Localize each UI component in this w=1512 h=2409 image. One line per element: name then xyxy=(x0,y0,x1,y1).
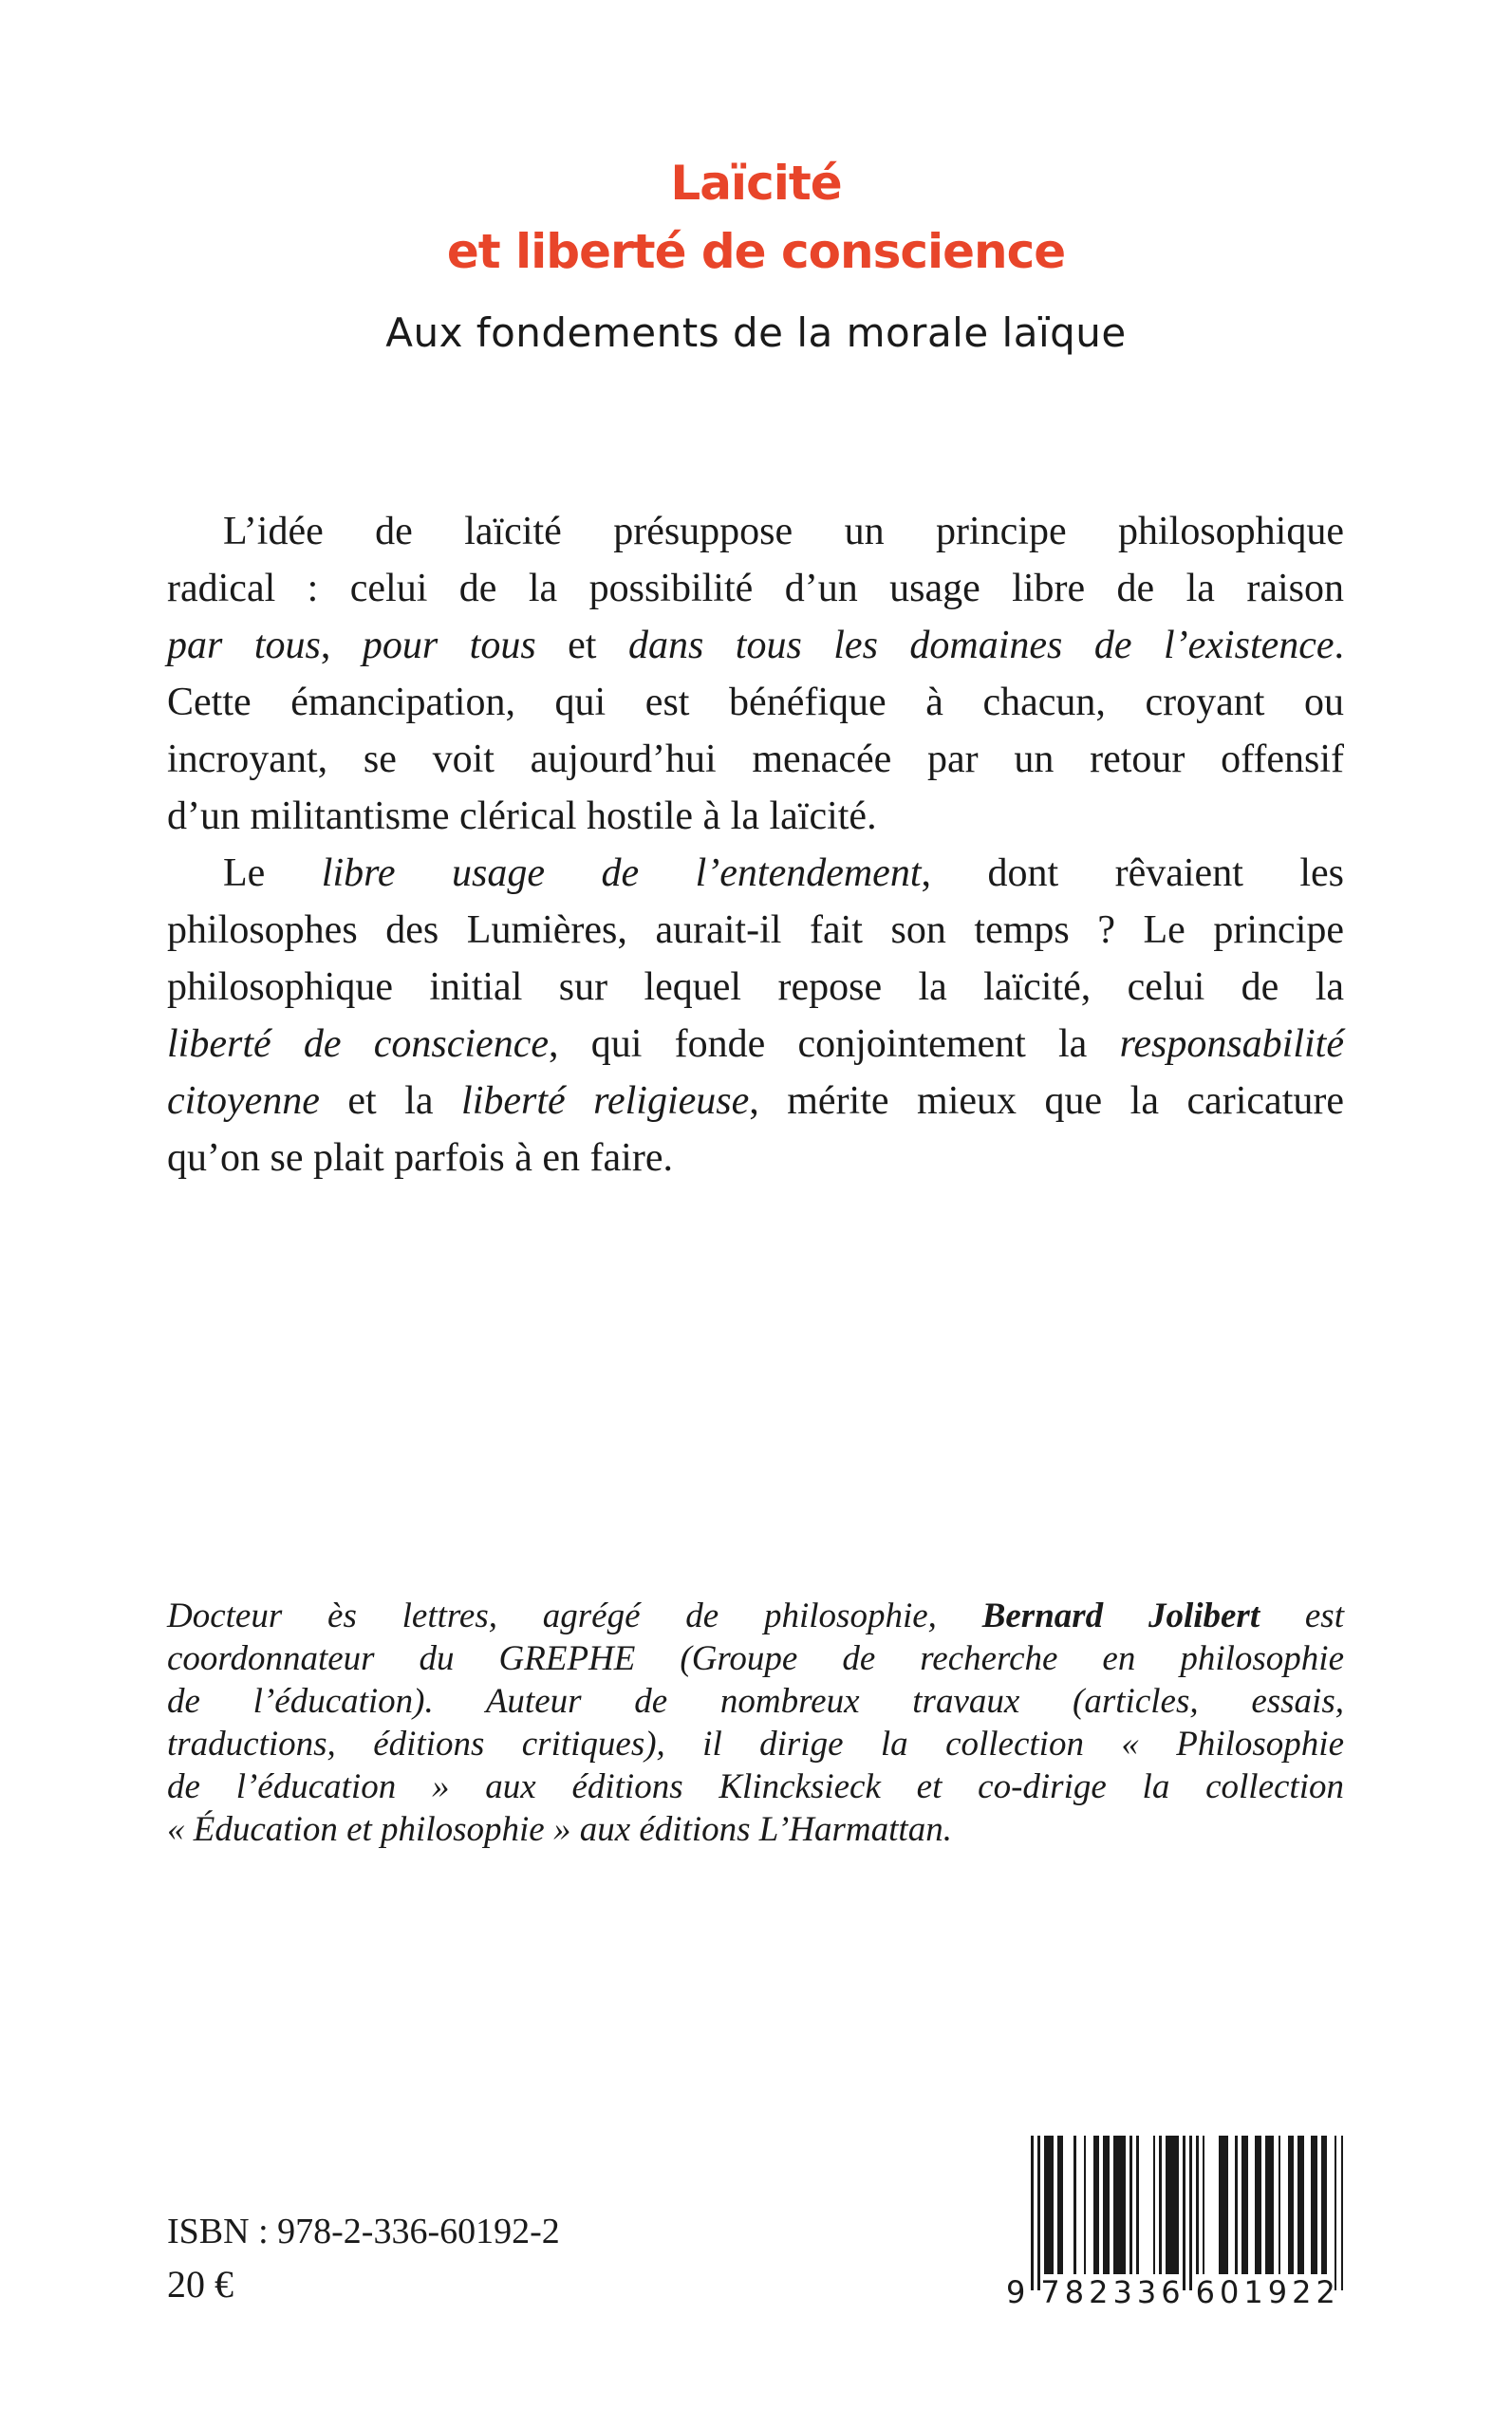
barcode-bar xyxy=(1103,2136,1109,2274)
text-line xyxy=(167,1637,1344,1680)
text-segment: dans tous les domaines de l’existence xyxy=(627,624,1335,667)
text-line xyxy=(167,959,1344,1016)
text-segment: Cette émancipation, qui est bénéfique à chacun, croyant ou xyxy=(167,681,1344,724)
barcode-bar xyxy=(1219,2136,1228,2274)
author-bio xyxy=(167,1595,1344,1851)
text-segment: et xyxy=(535,624,628,667)
barcode-bar xyxy=(1037,2136,1040,2290)
barcode-bar xyxy=(1321,2136,1327,2274)
barcode-bar xyxy=(1093,2136,1099,2274)
text-line xyxy=(167,845,1344,902)
text-line xyxy=(167,1073,1344,1130)
book-title-line-2: et liberté de conscience xyxy=(446,224,1066,279)
text-line xyxy=(167,674,1344,731)
text-segment: incroyant, se voit aujourd’hui menacée par un retour offensif xyxy=(167,738,1344,781)
text-segment: , dont rêvaient les xyxy=(921,851,1344,895)
barcode-bar xyxy=(1255,2136,1260,2274)
price-label: 20 € xyxy=(167,2263,233,2306)
barcode-bar xyxy=(1311,2136,1316,2274)
text-line xyxy=(167,902,1344,959)
barcode-bar xyxy=(1044,2136,1054,2274)
text-segment: . xyxy=(1334,624,1345,667)
barcode-bar xyxy=(1279,2136,1281,2274)
text-segment: d’un militantisme clérical hostile à la laïcité. xyxy=(167,794,877,838)
text-segment: qu’on se plait parfois à en faire. xyxy=(167,1136,673,1180)
text-segment: par tous xyxy=(167,624,321,667)
book-subtitle: Aux fondements de la morale laïque xyxy=(385,309,1127,356)
text-line xyxy=(167,1016,1344,1073)
text-line xyxy=(167,1808,1344,1851)
barcode-bar xyxy=(1159,2136,1162,2274)
barcode-bar xyxy=(1203,2136,1205,2274)
barcode-bar xyxy=(1297,2136,1303,2274)
barcode-bar xyxy=(1189,2136,1192,2290)
text-segment: , mérite mieux que la caricature xyxy=(749,1079,1344,1123)
barcode-bar xyxy=(1073,2136,1076,2274)
author-name: Bernard Jolibert xyxy=(981,1597,1260,1635)
text-segment: est xyxy=(1260,1597,1344,1635)
text-line xyxy=(167,503,1344,560)
barcode-bar xyxy=(1288,2136,1294,2274)
barcode-bar xyxy=(1265,2136,1275,2274)
text-segment: pour tous xyxy=(362,624,536,667)
barcode-left-digits: 782336 xyxy=(1040,2274,1185,2310)
text-segment: et la xyxy=(319,1079,462,1123)
barcode-bar xyxy=(1196,2136,1199,2274)
text-line xyxy=(167,1130,1344,1186)
text-segment: philosophes des Lumières, aurait-il fait son temps ? Le principe xyxy=(167,908,1344,952)
text-segment: libre usage de l’entendement xyxy=(321,851,922,895)
barcode-bar xyxy=(1084,2136,1087,2274)
text-line xyxy=(167,1595,1344,1637)
barcode-bar xyxy=(1057,2136,1063,2274)
text-segment: traductions, éditions critiques), il dirige la collection « Philosophie xyxy=(167,1725,1344,1764)
text-line xyxy=(167,1723,1344,1765)
text-segment: radical : celui de la possibilité d’un usage libre de la raison xyxy=(167,567,1344,610)
text-segment: liberté religieuse xyxy=(461,1079,750,1123)
text-line xyxy=(167,617,1344,674)
barcode-bar xyxy=(1241,2136,1247,2274)
isbn-label: ISBN : 978-2-336-60192-2 xyxy=(167,2212,560,2251)
text-segment: citoyenne xyxy=(167,1079,320,1123)
text-segment: de l’éducation » aux éditions Klincksieck et co-dirige la collection xyxy=(167,1767,1344,1806)
barcode-right-digits: 601922 xyxy=(1195,2274,1340,2310)
barcode-bar xyxy=(1113,2136,1126,2274)
text-segment: de l’éducation). Auteur de nombreux travaux (articles, essais, xyxy=(167,1682,1344,1721)
barcode-bar xyxy=(1153,2136,1156,2274)
text-line xyxy=(167,1680,1344,1723)
barcode-bar xyxy=(1031,2136,1034,2290)
text-line xyxy=(167,788,1344,845)
barcode-bar xyxy=(1341,2136,1344,2290)
barcode-bar xyxy=(1136,2136,1139,2274)
text-segment: responsabilité xyxy=(1119,1022,1344,1066)
blurb-text xyxy=(167,503,1344,1186)
text-segment: Docteur ès lettres, agrégé de philosophie, xyxy=(167,1597,982,1635)
text-line xyxy=(167,1765,1344,1808)
text-segment: coordonnateur du GREPHE (Groupe de recherche en philosophie xyxy=(167,1639,1344,1678)
barcode-bar xyxy=(1235,2136,1238,2274)
text-segment: L’idée de laïcité présuppose un principe philosophique xyxy=(223,510,1344,553)
barcode-first-digit: 9 xyxy=(1006,2274,1026,2310)
text-segment: Le xyxy=(223,851,322,895)
barcode-bar xyxy=(1183,2136,1185,2290)
text-segment: , xyxy=(320,624,363,667)
barcode-bar xyxy=(1129,2136,1132,2274)
barcode-bar xyxy=(1335,2136,1337,2290)
text-segment: liberté de conscience xyxy=(167,1022,549,1066)
barcode-digits xyxy=(1002,2276,1363,2308)
text-line xyxy=(167,560,1344,617)
text-segment: philosophique initial sur lequel repose la laïcité, celui de la xyxy=(167,965,1344,1009)
text-line xyxy=(167,731,1344,788)
barcode-bar xyxy=(1166,2136,1178,2274)
text-segment: , qui fonde conjointement la xyxy=(548,1022,1120,1066)
book-title-line-1: Laïcité xyxy=(670,156,842,211)
text-segment: « Éducation et philosophie » aux éditions L’Harmattan. xyxy=(167,1810,952,1849)
